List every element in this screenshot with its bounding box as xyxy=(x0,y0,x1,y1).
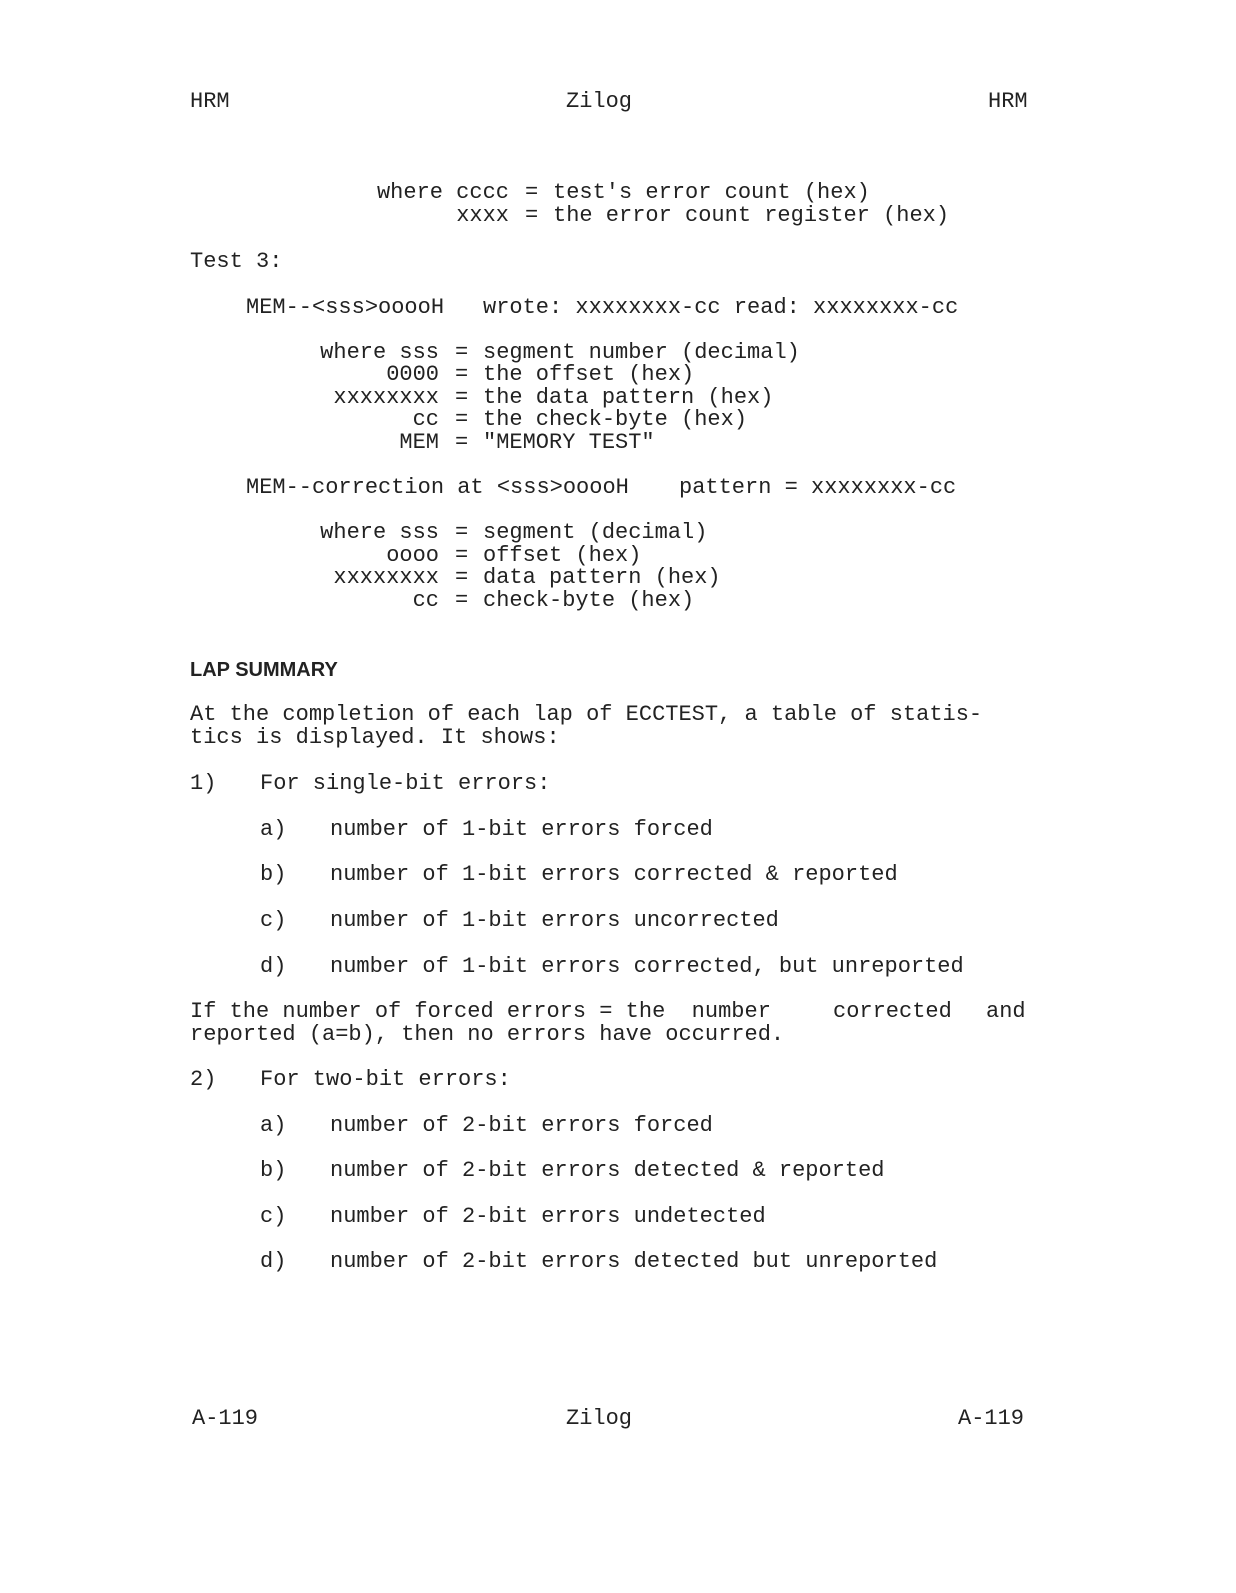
def-lhs: oooo xyxy=(386,543,439,568)
message-template: wrote: xxxxxxxx-cc read: xxxxxxxx-cc xyxy=(483,295,959,320)
header-right: HRM xyxy=(988,89,1028,114)
list-title: For single-bit errors: xyxy=(260,771,551,796)
list-item-label: d) xyxy=(260,954,287,979)
note-line: If the number of forced errors = the number xyxy=(190,999,771,1024)
def-rhs: segment number (decimal) xyxy=(483,340,800,365)
list-item: number of 2-bit errors forced xyxy=(330,1113,713,1138)
def-eq: = xyxy=(455,340,469,365)
def-eq: = xyxy=(455,407,469,432)
def-lhs: cc xyxy=(412,588,439,613)
def-eq: = xyxy=(455,588,469,613)
def-lhs: 0000 xyxy=(386,362,439,387)
def-eq: = xyxy=(455,385,469,410)
list-title: For two-bit errors: xyxy=(260,1067,511,1092)
def-lhs: MEM xyxy=(399,430,439,455)
list-item-label: c) xyxy=(260,908,287,933)
def-lhs: xxxx xyxy=(456,203,509,228)
def-rhs: offset (hex) xyxy=(483,543,642,568)
def-rhs: the check-byte (hex) xyxy=(483,407,748,432)
footer-center: Zilog xyxy=(566,1406,633,1431)
paragraph-line: At the completion of each lap of ECCTEST, a table of statis- xyxy=(190,702,983,727)
def-rhs: check-byte (hex) xyxy=(483,588,695,613)
def-lhs: xxxxxxxx xyxy=(333,565,439,590)
def-eq: = xyxy=(455,430,469,455)
list-item-label: c) xyxy=(260,1204,287,1229)
list-item-label: b) xyxy=(260,1158,287,1183)
list-item: number of 1-bit errors corrected & reported xyxy=(330,862,898,887)
list-item: number of 1-bit errors corrected, but unreported xyxy=(330,954,964,979)
note-line: reported (a=b), then no errors have occurred. xyxy=(190,1022,785,1047)
test3-label: Test 3: xyxy=(190,249,283,274)
def-rhs: "MEMORY TEST" xyxy=(483,430,655,455)
header-center: Zilog xyxy=(566,89,633,114)
message-template: MEM--correction at <sss>ooooH xyxy=(246,475,629,500)
list-item-label: b) xyxy=(260,862,287,887)
def-rhs: the error count register (hex) xyxy=(553,203,950,228)
list-item: number of 1-bit errors forced xyxy=(330,817,713,842)
list-item-label: a) xyxy=(260,1113,287,1138)
list-item: number of 1-bit errors uncorrected xyxy=(330,908,779,933)
list-item: number of 2-bit errors undetected xyxy=(330,1204,766,1229)
note-line: corrected xyxy=(833,999,952,1024)
footer-left: A-119 xyxy=(192,1406,259,1431)
def-rhs: the offset (hex) xyxy=(483,362,695,387)
def-rhs: segment (decimal) xyxy=(483,520,708,545)
header-left: HRM xyxy=(190,89,230,114)
note-line: and xyxy=(986,999,1026,1024)
def-eq: = xyxy=(525,203,539,228)
list-item-label: d) xyxy=(260,1249,287,1274)
message-template: MEM--<sss>ooooH xyxy=(246,295,445,320)
def-rhs: data pattern (hex) xyxy=(483,565,721,590)
def-rhs: the data pattern (hex) xyxy=(483,385,774,410)
def-eq: = xyxy=(455,543,469,568)
def-eq: = xyxy=(525,180,539,205)
message-template: pattern = xxxxxxxx-cc xyxy=(679,475,957,500)
list-item: number of 2-bit errors detected & reported xyxy=(330,1158,885,1183)
def-lhs: where cccc xyxy=(376,180,509,205)
list-number: 2) xyxy=(190,1067,217,1092)
list-item-label: a) xyxy=(260,817,287,842)
def-eq: = xyxy=(455,565,469,590)
def-eq: = xyxy=(455,362,469,387)
def-eq: = xyxy=(455,520,469,545)
list-item: number of 2-bit errors detected but unreported xyxy=(330,1249,938,1274)
def-lhs: where sss xyxy=(320,520,439,545)
def-lhs: cc xyxy=(412,407,439,432)
list-number: 1) xyxy=(190,771,217,796)
def-lhs: where sss xyxy=(320,340,439,365)
paragraph-line: tics is displayed. It shows: xyxy=(190,725,560,750)
def-rhs: test's error count (hex) xyxy=(553,180,870,205)
def-lhs: xxxxxxxx xyxy=(333,385,439,410)
section-heading: LAP SUMMARY xyxy=(190,659,338,681)
footer-right: A-119 xyxy=(958,1406,1025,1431)
